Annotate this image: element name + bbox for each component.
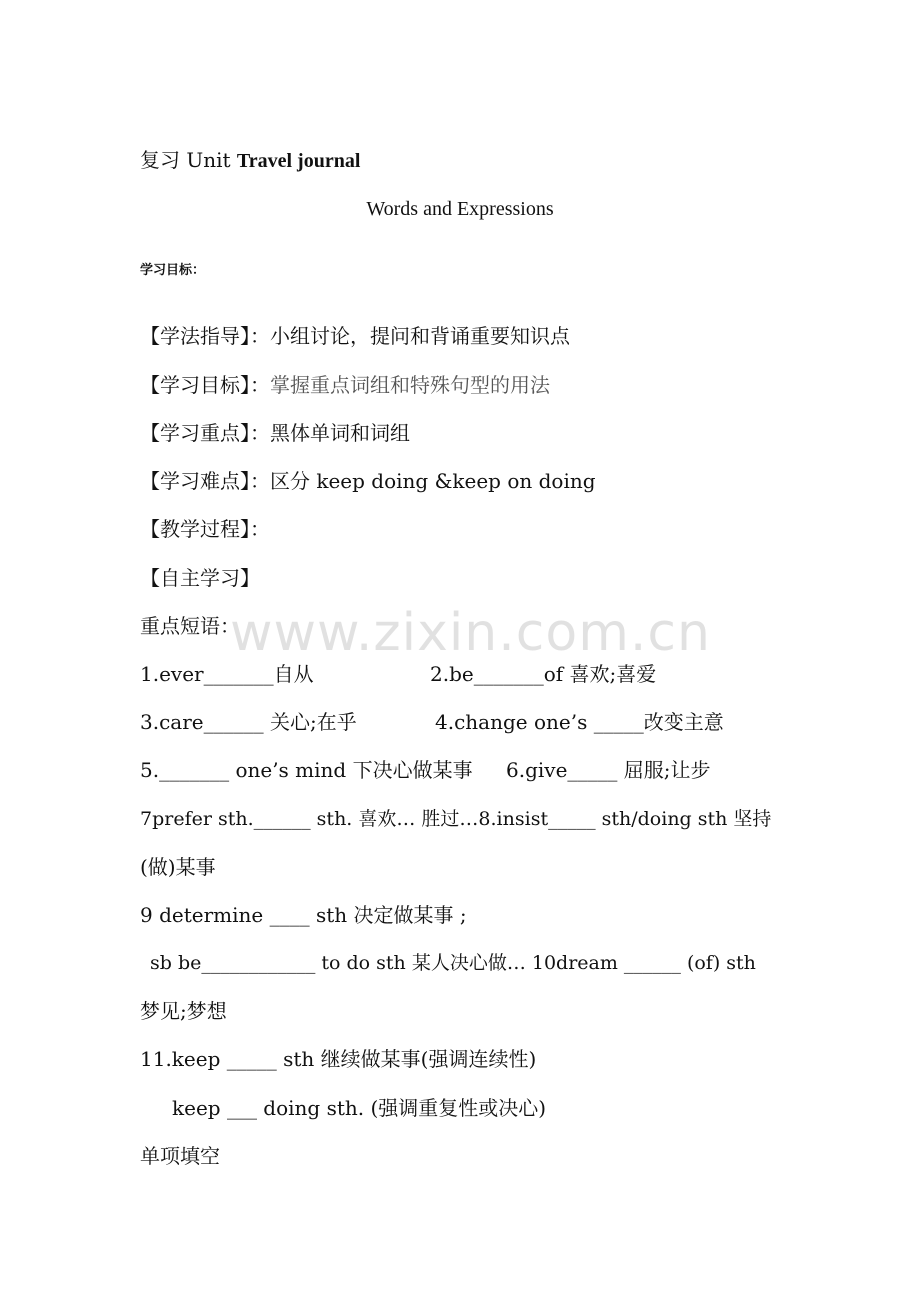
phrase-1: 1.ever_______自从 (140, 662, 314, 686)
phrase-7-8: 7prefer sth.______ sth. 喜欢… 胜过…8.insist_____ sth/doing sth 坚持 (140, 808, 772, 830)
phrase-9: 9 determine ____ sth 决定做某事 ; (140, 903, 467, 927)
hard-label: 【学习难点】： (140, 469, 270, 493)
goal-small-label: 学习目标： (140, 263, 206, 278)
key-line (140, 420, 410, 446)
doc-title (140, 147, 360, 174)
method-text: 小组讨论，提问和背诵重要知识点 (270, 324, 570, 348)
goal-line (140, 372, 550, 398)
phrase-6: 6.give_____ 屈服;让步 (506, 758, 711, 782)
title-bold: Travel journal (236, 150, 361, 172)
phrase-2: 2.be_______of 喜欢;喜爱 (430, 662, 657, 686)
exercise-label: 单项填空 (140, 1144, 220, 1168)
phrase-10-cont: 梦见;梦想 (140, 999, 227, 1023)
self-study-label: 【自主学习】 (140, 566, 260, 590)
phrase-3: 3.care______ 关心;在乎 (140, 710, 357, 734)
phrases-label: 重点短语： (140, 614, 240, 638)
goal-text: 掌握重点词组和特殊句型的用法 (270, 373, 550, 397)
title-prefix: 复习 Unit (140, 148, 237, 172)
method-label: 【学法指导】： (140, 324, 270, 348)
watermark: www.zixin.com.cn (230, 603, 711, 663)
key-label: 【学习重点】： (140, 421, 270, 445)
phrase-11: 11.keep _____ sth 继续做某事(强调连续性) (140, 1047, 537, 1071)
phrase-8-cont: (做)某事 (140, 855, 216, 879)
goal-label: 【学习目标】： (140, 373, 270, 397)
key-text: 黑体单词和词组 (270, 421, 410, 445)
doc-subtitle: Words and Expressions (366, 198, 554, 220)
method-line (140, 323, 570, 349)
hard-line (140, 468, 596, 494)
phrase-5: 5._______ one’s mind 下决心做某事 (140, 758, 473, 782)
process-label: 【教学过程】： (140, 517, 270, 541)
phrase-11b: keep ___ doing sth. (强调重复性或决心) (172, 1096, 547, 1120)
phrase-4: 4.change one’s _____改变主意 (435, 710, 724, 734)
phrase-9b-10: sb be____________ to do sth 某人决心做… 10dream ______ (of) sth (150, 952, 756, 974)
hard-text: 区分 keep doing &keep on doing (270, 469, 596, 493)
